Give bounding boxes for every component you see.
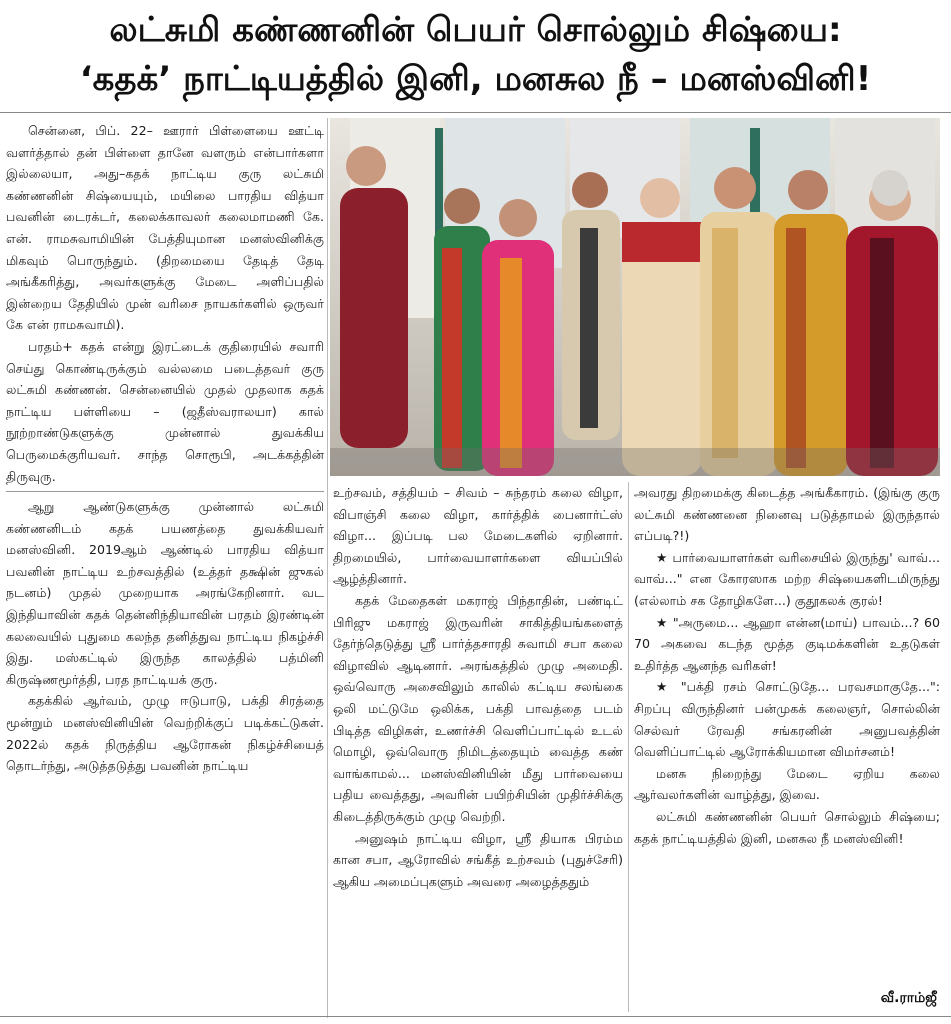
paragraph: உற்சவம், சத்தியம் – சிவம் – சுந்தரம் கலை விழா, விபாஞ்சி கலை விழா, கார்த்திக் பைனார்ட்ஸ் விழா... இப்படி பல மேடைகளில் ஏறினார். திறமையில், பார்வையாளர்களை வியப்பில் ஆழ்த்தினார். bbox=[333, 485, 623, 587]
group-photo bbox=[330, 118, 940, 476]
quote-paragraph: ★ "அருமை... ஆஹா என்ன(மாய்) பாவம்...? 60 70 அகவை கடந்த மூத்த குடிமக்களின் உதடுகள் உதிர்த்த ஆனந்த வரிகள்! bbox=[634, 614, 940, 673]
article-column-1 bbox=[6, 120, 324, 1020]
paragraph: அவரது திறமைக்கு கிடைத்த அங்கீகாரம். (இங்கு குரு லட்சுமி கண்ணனை நினைவு படுத்தாமல் இருந்தால் எப்படி?!) bbox=[634, 485, 940, 544]
quote-paragraph: ★ பார்வையாளர்கள் வரிசையில் இருந்து' வாவ்... வாவ்..." என கோரஸாக மற்ற சிஷ்யைகளிடமிருந்து (எல்லாம் சக தோழிகளே...) குதூகலக் குரல்! bbox=[634, 549, 940, 608]
headline-rule bbox=[0, 112, 951, 113]
article-column-2 bbox=[333, 482, 623, 1012]
bottom-rule bbox=[0, 1016, 951, 1017]
quote-paragraph: ★ "பக்தி ரசம் சொட்டுதே... பரவசமாகுதே...": சிறப்பு விருந்தினர் பன்முகக் கலைஞர், சொல்லின் செல்வர் ரேவதி சங்கரனின் அனுபவத்தின் வெளிப்பாட்டில் ஆரோக்கியமான விமர்சனம்! bbox=[634, 679, 940, 760]
headline-line-2: ‘கதக்’ நாட்டியத்தில் இனி, மனசுல நீ – மனஸ்வினி! bbox=[79, 59, 872, 99]
person-green-saree bbox=[434, 188, 490, 471]
byline: வீ.ராம்ஜீ bbox=[880, 990, 937, 1006]
person-dancer-cream bbox=[622, 178, 702, 476]
headline bbox=[0, 6, 951, 104]
group-photo-illustration bbox=[330, 118, 940, 476]
paragraph: கதக்கில் ஆர்வம், முழு ஈடுபாடு, பக்தி சிரத்தை மூன்றும் மனஸ்வினியின் வெற்றிக்குப் படிக்கட்டுகள். 2022ல் கதக் நிருத்திய ஆரோகன் நிகழ்ச்சியைத் தொடர்ந்து, அடுத்தடுத்து பவனின் நாட்டிய bbox=[6, 693, 324, 774]
paragraph: சென்னை, பிப். 22– ஊரார் பிள்ளையை ஊட்டி வளர்த்தால் தன் பிள்ளை தானே வளரும் என்பார்களா இல்லையா, அது–கதக் நாட்டிய குரு லட்சுமி கண்ணனின் சிஷ்யையும், மயிலை பாரதிய வித்யா பவனின் டைரக்டர், கலைக்காவலர் கலைமாமணி கே. என். ராமசுவாமியின் பேத்தியுமான மனஸ்வினிக்கு மிகவும் பொருந்தும். (திறமையை தேடித் தேடி அங்கீகரித்து, அவர்களுக்கு மேடை அளிப்பதில் இன்றைய தேதியில் முன் வரிசை நாயகர்களில் ஒருவர் கே என் ராமசுவாமி). bbox=[6, 123, 324, 333]
person-mustard-saree bbox=[774, 170, 848, 476]
person-gold-saree bbox=[700, 167, 778, 476]
paragraph: மனசு நிறைந்து மேடை ஏறிய கலை ஆர்வலர்களின் வாழ்த்து, இவை. bbox=[634, 765, 940, 803]
column-separator bbox=[628, 482, 629, 1012]
paragraph: கதக் மேதைகள் மகராஜ் பிந்தாதின், பண்டிட் பிரிஜு மகராஜ் இருவரின் சாகித்தியங்களைத் தேர்ந்தெடுத்து ஸ்ரீ பார்த்தசாரதி சுவாமி சபா கலை விழாவில் ஆடினார். அரங்கத்தில் முழு அமைதி. ஒவ்வொரு அசைவிலும் காலில் கட்டிய சலங்கை ஒலி மட்டுமே ஒலிக்க, பக்தி பாவத்தை படம் பிடித்த விழிகள், உணர்ச்சி வெளிப்பாட்டில் உடல் மொழி, ஒவ்வொரு நிமிடத்தையும் வைத்த கண் வாங்காமல்... மனஸ்வினியின் மீது பார்வையை பதிய வைத்தது, அவரின் பயிற்சியின் முதிர்ச்சிக்கு கிடைத்திருக்கும் முழு வெற்றி. bbox=[333, 592, 623, 824]
paragraph: லட்சுமி கண்ணனின் பெயர் சொல்லும் சிஷ்யை; கதக் நாட்டியத்தில் இனி, மனசுல நீ மனஸ்வினி! bbox=[634, 808, 940, 846]
column-divider bbox=[6, 491, 324, 492]
headline-line-1: லட்சுமி கண்ணனின் பெயர் சொல்லும் சிஷ்யை: bbox=[109, 10, 842, 50]
paragraph: பரதம்+ கதக் என்று இரட்டைக் குதிரையில் சவாரி செய்து கொண்டிருக்கும் வல்லமை படைத்தவர் குரு லட்சுமி கண்ணன். சென்னையில் முதல் முதலாக கதக் நாட்டிய பள்ளியை – (ஜதீஸ்வராலயா) கால் நூற்றாண்டுகளுக்கு முன்னால் துவக்கிய பெருமைக்குரியவர். சாந்த சொரூபி, அடக்கத்தின் திருவுரு. bbox=[6, 338, 324, 484]
article-column-3 bbox=[634, 482, 940, 982]
column-separator bbox=[327, 118, 328, 1018]
paragraph: ஆறு ஆண்டுகளுக்கு முன்னால் லட்சுமி கண்ணனிடம் கதக் பயணத்தை துவக்கியவர் மனஸ்வினி. 2019ஆம் ஆண்டில் பாரதிய வித்யா பவனின் நாட்டிய உற்சவத்தில் (உத்தர் தக்ஷின் ஜுகல் நடனம்) முதல் முறையாக அரங்கேறினார். வட இந்தியாவின் கதக் தென்னிந்தியாவின் பரதம் இரண்டின் கலவையில் புதுமை கலந்த தனித்துவ நாட்டிய நிகழ்ச்சி இது. மஸ்கட்டில் இருந்த காலத்தில் பத்மினி கிருஷ்ணமூர்த்தி, பரத நாட்டியக் குரு. bbox=[6, 499, 324, 687]
person-man-maroon bbox=[340, 146, 408, 448]
paragraph: அனுஷம் நாட்டிய விழா, ஸ்ரீ தியாக பிரம்ம கான சபா, ஆரோவில் சங்கீத் உற்சவம் (புதுச்சேரி) ஆகிய அமைப்புகளும் அவரை அழைத்ததும் bbox=[333, 830, 623, 889]
person-patterned-saree bbox=[562, 172, 620, 440]
